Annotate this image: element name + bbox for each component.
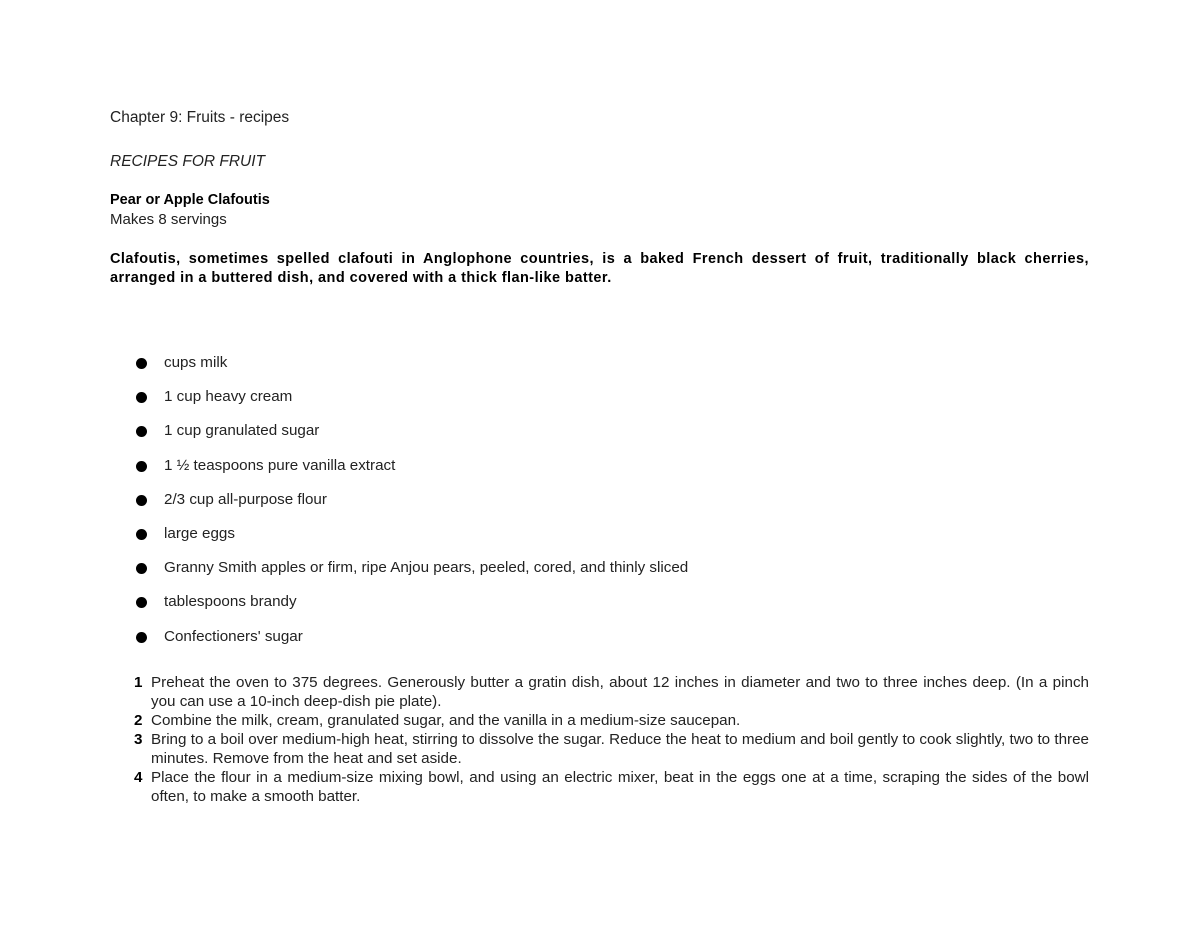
instruction-step [134,673,1089,711]
bullet-icon [136,495,147,506]
step-text: Place the flour in a medium-size mixing bowl, and using an electric mixer, beat in the eggs one at a time, scraping the sides of the bowl often, to make a smooth batter. [151,769,1089,805]
step-number: 2 [134,712,143,729]
section-heading: RECIPES FOR FRUIT [110,153,266,170]
ingredient-text: 2/3 cup all-purpose flour [164,490,327,508]
ingredient-item [136,388,688,422]
recipe-intro: Clafoutis, sometimes spelled clafouti in Anglophone countries, is a baked French dessert of fruit, traditionally black cherries, arranged in a buttered dish, and covered with a thick flan-like batter. [110,251,1089,286]
ingredient-text: 1 cup granulated sugar [164,422,320,440]
recipe-title: Pear or Apple Clafoutis [110,192,270,208]
ingredient-item [136,525,688,559]
ingredient-item [136,593,688,627]
step-text: Combine the milk, cream, granulated sugar, and the vanilla in a medium-size saucepan. [151,712,741,729]
step-number: 3 [134,731,143,748]
bullet-icon [136,632,147,643]
instruction-step [134,768,1089,806]
bullet-icon [136,392,147,403]
ingredient-text: 1 ½ teaspoons pure vanilla extract [164,456,396,474]
bullet-icon [136,461,147,472]
ingredient-text: tablespoons brandy [164,593,297,611]
step-number: 4 [134,769,143,786]
ingredient-item [136,491,688,525]
step-text: Bring to a boil over medium-high heat, stirring to dissolve the sugar. Reduce the heat to medium and boil gently to cook slightly, two to three minutes. Remove from the heat and set aside. [151,731,1089,767]
ingredient-item [136,457,688,491]
ingredient-item [136,354,688,388]
instruction-step [134,730,1089,768]
ingredient-item [136,628,688,662]
bullet-icon [136,597,147,608]
ingredient-item [136,559,688,593]
document-page [110,0,1090,927]
ingredient-text: Granny Smith apples or firm, ripe Anjou pears, peeled, cored, and thinly sliced [164,559,689,577]
instruction-step [134,711,1089,730]
ingredient-text: 1 cup heavy cream [164,388,293,406]
ingredient-text: large eggs [164,524,235,542]
instruction-list [134,673,1089,806]
bullet-icon [136,563,147,574]
ingredient-item [136,422,688,456]
ingredient-list [136,354,688,662]
ingredient-text: cups milk [164,354,228,371]
bullet-icon [136,426,147,437]
bullet-icon [136,358,147,369]
bullet-icon [136,529,147,540]
recipe-servings: Makes 8 servings [110,211,227,228]
ingredient-text: Confectioners' sugar [164,627,303,645]
step-text: Preheat the oven to 375 degrees. Generously butter a gratin dish, about 12 inches in diameter and two to three inches deep. (In a pinch you can use a 10-inch deep-dish pie plate). [151,674,1089,710]
chapter-heading: Chapter 9: Fruits - recipes [110,109,290,126]
step-number: 1 [134,674,143,691]
